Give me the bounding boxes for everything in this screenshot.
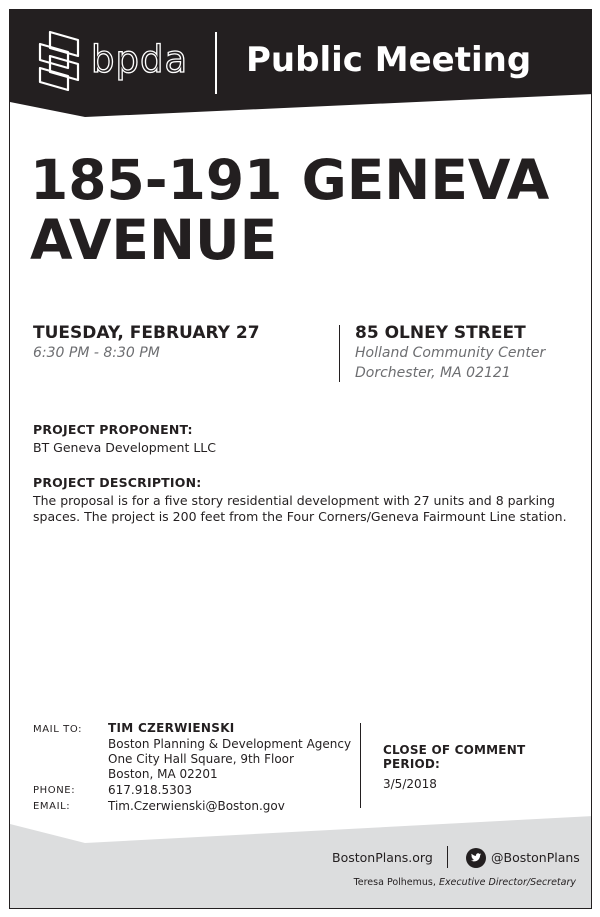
contact-divider bbox=[360, 723, 361, 808]
meeting-venue: Holland Community Center bbox=[355, 345, 546, 361]
notice-page bbox=[9, 9, 592, 909]
contact-org: Boston Planning & Development Agency bbox=[108, 737, 352, 751]
contact-address-line1: One City Hall Square, 9th Floor bbox=[108, 752, 294, 766]
email-label: EMAIL: bbox=[33, 801, 71, 812]
header-title: Public Meeting bbox=[246, 40, 532, 80]
brand-name: bpda bbox=[91, 38, 189, 81]
proponent-value: BT Geneva Development LLC bbox=[33, 440, 216, 455]
header-divider bbox=[215, 32, 217, 94]
meeting-street: 85 OLNEY STREET bbox=[355, 323, 526, 343]
bpda-logo-icon bbox=[36, 30, 82, 92]
signature-role: Executive Director/Secretary bbox=[438, 877, 576, 888]
twitter-handle[interactable]: @BostonPlans bbox=[491, 850, 580, 865]
meeting-city: Dorchester, MA 02121 bbox=[355, 365, 511, 381]
proponent-label: PROJECT PROPONENT: bbox=[33, 422, 193, 437]
contact-name: TIM CZERWIENSKI bbox=[108, 721, 235, 735]
meeting-divider bbox=[339, 325, 340, 382]
close-of-comment-label: CLOSE OF COMMENT PERIOD: bbox=[383, 743, 526, 771]
signature bbox=[354, 877, 576, 888]
description-label: PROJECT DESCRIPTION: bbox=[33, 475, 202, 490]
close-of-comment-date: 3/5/2018 bbox=[383, 777, 437, 791]
description-text: The proposal is for a five story residential development with 27 units and 8 parking spaces. The project is 200 feet from the Four Corners/Geneva Fairmount Line station. bbox=[33, 493, 567, 524]
contact-email[interactable]: Tim.Czerwienski@Boston.gov bbox=[108, 799, 285, 813]
contact-phone[interactable]: 617.918.5303 bbox=[108, 783, 192, 797]
twitter-bird-icon[interactable] bbox=[466, 848, 486, 868]
website-link[interactable]: BostonPlans.org bbox=[332, 850, 433, 865]
mail-to-label: MAIL TO: bbox=[33, 724, 83, 735]
signature-name: Teresa Polhemus, bbox=[353, 877, 436, 888]
footer-divider bbox=[447, 846, 448, 868]
meeting-date: TUESDAY, FEBRUARY 27 bbox=[33, 323, 260, 343]
project-title: 185-191 GENEVA AVENUE bbox=[30, 148, 550, 272]
phone-label: PHONE: bbox=[33, 785, 76, 796]
meeting-time: 6:30 PM - 8:30 PM bbox=[33, 345, 160, 361]
contact-address-line2: Boston, MA 02201 bbox=[108, 767, 218, 781]
